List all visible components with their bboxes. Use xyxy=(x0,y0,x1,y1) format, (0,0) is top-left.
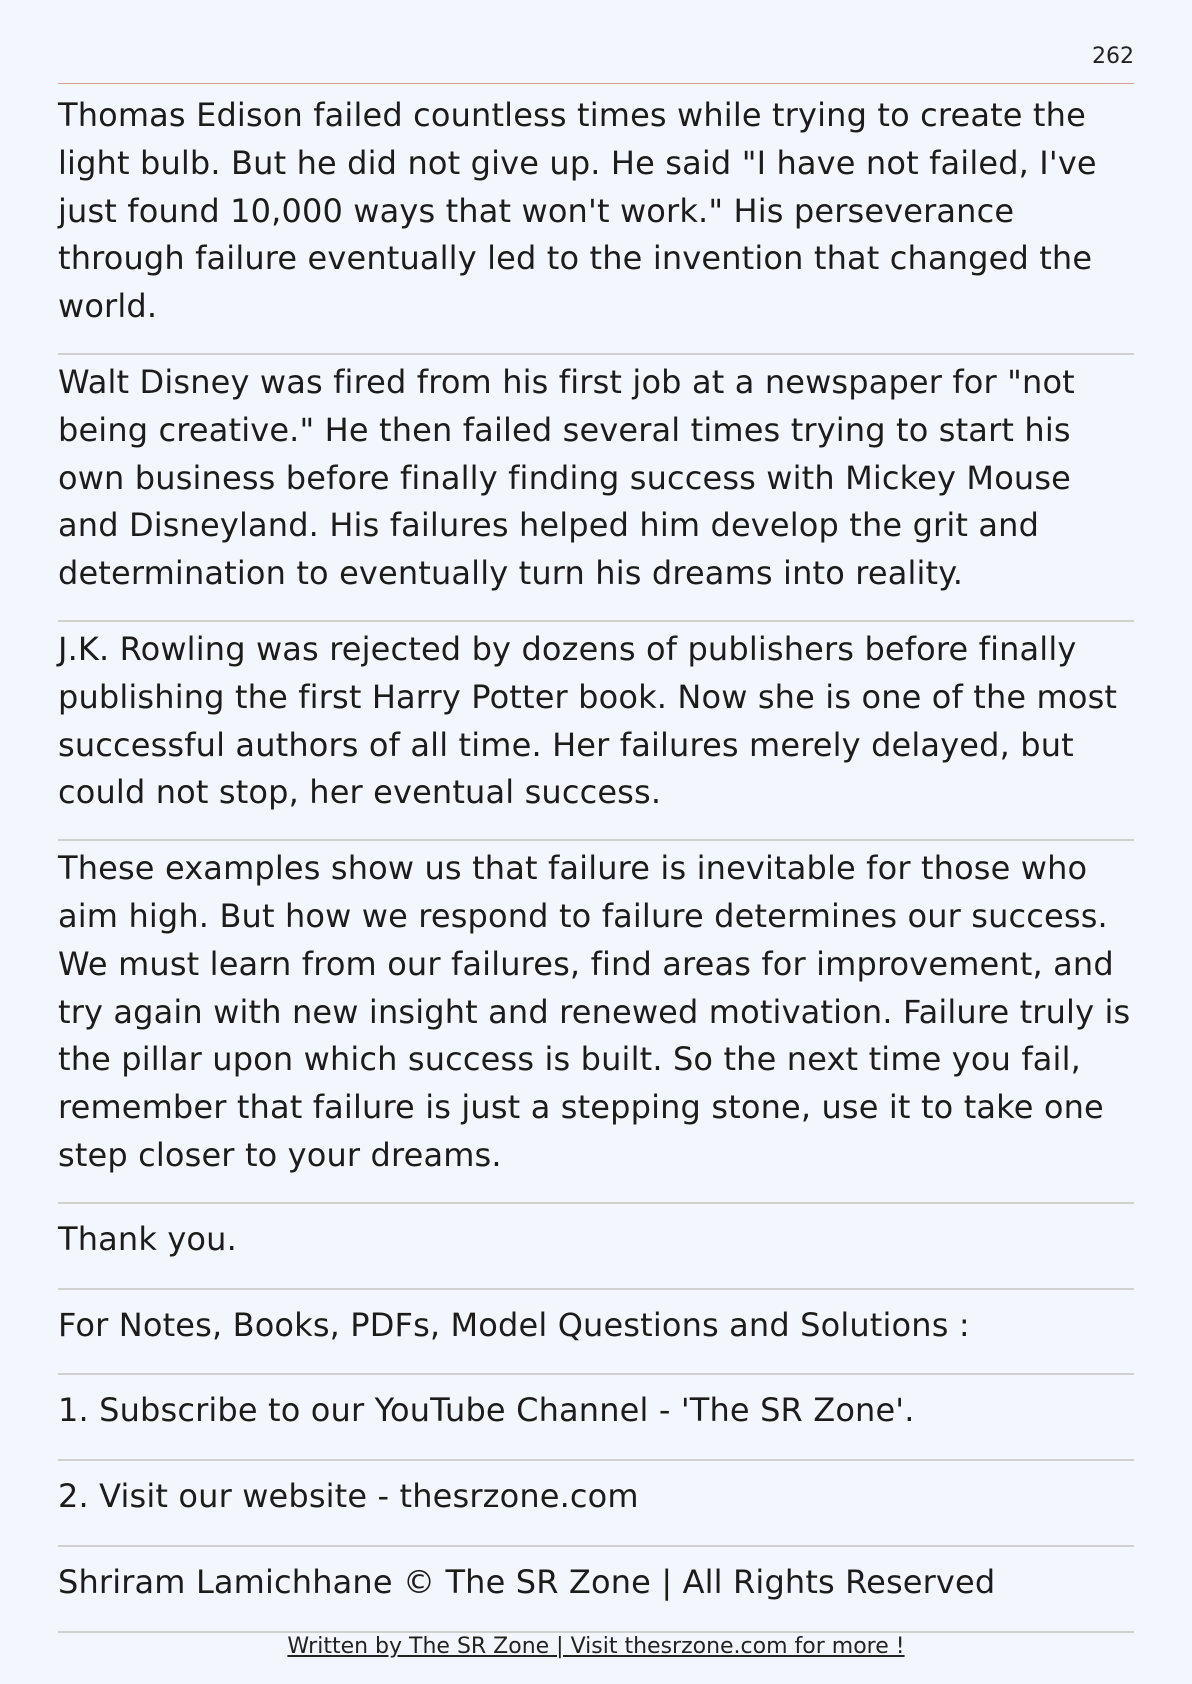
website-line: 2. Visit our website - thesrzone.com xyxy=(58,1461,1134,1547)
subscribe-line: 1. Subscribe to our YouTube Channel - 'The SR Zone'. xyxy=(58,1375,1134,1461)
copyright-line: Shriram Lamichhane © The SR Zone | All Rights Reserved xyxy=(58,1547,1134,1633)
footer-link[interactable]: Written by The SR Zone | Visit thesrzone.com for more ! xyxy=(287,1634,905,1659)
page-number: 262 xyxy=(1092,44,1134,69)
paragraph-conclusion: These examples show us that failure is inevitable for those who aim high. But how we respond to failure determines our success. We must learn from our failures, find areas for improvement, and try again with new insight and renewed motivation. Failure truly is the pillar upon which success is built. So the next time you fail, remember that failure is just a stepping stone, use it to take one step closer to your dreams. xyxy=(58,841,1134,1204)
header-divider xyxy=(58,83,1134,84)
page-content xyxy=(58,88,1134,1633)
resources-heading: For Notes, Books, PDFs, Model Questions and Solutions : xyxy=(58,1290,1134,1376)
paragraph-edison: Thomas Edison failed countless times while trying to create the light bulb. But he did not give up. He said "I have not failed, I've just found 10,000 ways that won't work." His perseverance through failure eventually led to the invention that changed the world. xyxy=(58,88,1134,355)
thank-you-line: Thank you. xyxy=(58,1204,1134,1290)
paragraph-disney: Walt Disney was fired from his first job at a newspaper for "not being creative." He then failed several times trying to start his own business before finally finding success with Mickey Mouse and Disneyland. His failures helped him develop the grit and determination to eventually turn his dreams into reality. xyxy=(58,355,1134,622)
paragraph-rowling: J.K. Rowling was rejected by dozens of publishers before finally publishing the first Harry Potter book. Now she is one of the most successful authors of all time. Her failures merely delayed, but could not stop, her eventual success. xyxy=(58,622,1134,841)
